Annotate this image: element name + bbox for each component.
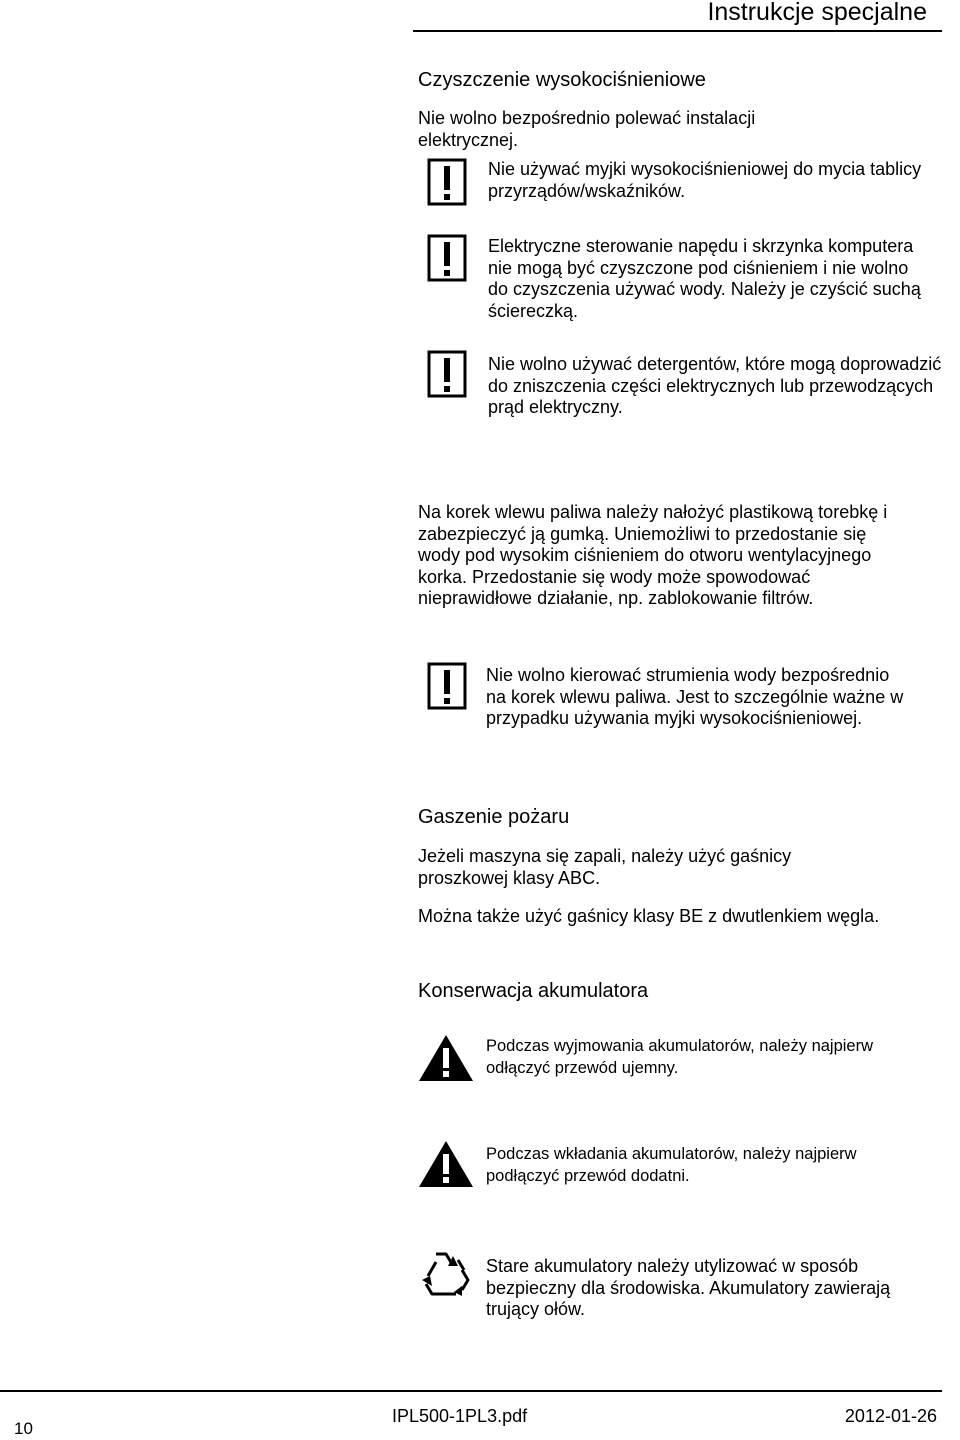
battery-warning-2: Podczas wkładania akumulatorów, należy najpierw podłączyć przewód dodatni. bbox=[486, 1145, 857, 1185]
page-header-title: Instrukcje specjalne bbox=[707, 0, 927, 26]
exclamation-box-icon bbox=[427, 662, 467, 710]
recycle-icon bbox=[418, 1248, 476, 1300]
page-number: 10 bbox=[14, 1419, 33, 1438]
fire-paragraph-2: Można także użyć gaśnicy klasy BE z dwutlenkiem węgla. bbox=[418, 906, 880, 926]
cleaning-warning-1: Nie używać myjki wysokociśnieniowej do mycia tablicy przyrządów/wskaźników. bbox=[488, 159, 922, 201]
exclamation-box-icon bbox=[427, 350, 467, 398]
battery-warning-1: Podczas wyjmowania akumulatorów, należy najpierw odłączyć przewód ujemny. bbox=[486, 1037, 874, 1077]
footer-filename: IPL500-1PL3.pdf bbox=[392, 1406, 528, 1426]
exclamation-box-icon bbox=[427, 234, 467, 282]
exclamation-box-icon bbox=[427, 158, 467, 206]
warning-triangle-icon bbox=[418, 1034, 474, 1082]
section-heading-fire: Gaszenie pożaru bbox=[418, 806, 570, 828]
cleaning-warning-2: Elektryczne sterowanie napędu i skrzynka komputera nie mogą być czyszczone pod ciśnieniem i nie wolno do czyszczenia używać wody. Należy je czyścić suchą ściereczką. bbox=[488, 236, 921, 321]
battery-recycle-note: Stare akumulatory należy utylizować w sposób bezpieczny dla środowiska. Akumulatory zawierają trujący ołów. bbox=[486, 1256, 891, 1319]
cleaning-paragraph: Na korek wlewu paliwa należy nałożyć plastikową torebkę i zabezpieczyć ją gumką. Uniemożliwi to przedostanie się wody pod wysokim ciśnieniem do otworu wentylacyjnego korka. Przedostanie się wody może spowodować nieprawidłowe działanie, np. zablokowanie filtrów. bbox=[418, 502, 888, 608]
cleaning-warning-3: Nie wolno używać detergentów, które mogą doprowadzić do zniszczenia części elektrycznych lub przewodzących prąd elektryczny. bbox=[488, 354, 942, 417]
cleaning-intro: Nie wolno bezpośrednio polewać instalacji elektrycznej. bbox=[418, 108, 756, 150]
fire-paragraph-1: Jeżeli maszyna się zapali, należy użyć gaśnicy proszkowej klasy ABC. bbox=[418, 846, 792, 888]
cleaning-warning-4: Nie wolno kierować strumienia wody bezpośrednio na korek wlewu paliwa. Jest to szczególnie ważne w przypadku używania myjki wysokociśnieniowej. bbox=[486, 665, 904, 728]
header-rule bbox=[413, 30, 942, 32]
footer-date: 2012-01-26 bbox=[844, 1406, 937, 1426]
warning-triangle-icon bbox=[418, 1140, 474, 1188]
footer-rule bbox=[0, 1390, 942, 1392]
section-heading-cleaning: Czyszczenie wysokociśnieniowe bbox=[418, 69, 706, 91]
section-heading-battery: Konserwacja akumulatora bbox=[418, 980, 649, 1002]
